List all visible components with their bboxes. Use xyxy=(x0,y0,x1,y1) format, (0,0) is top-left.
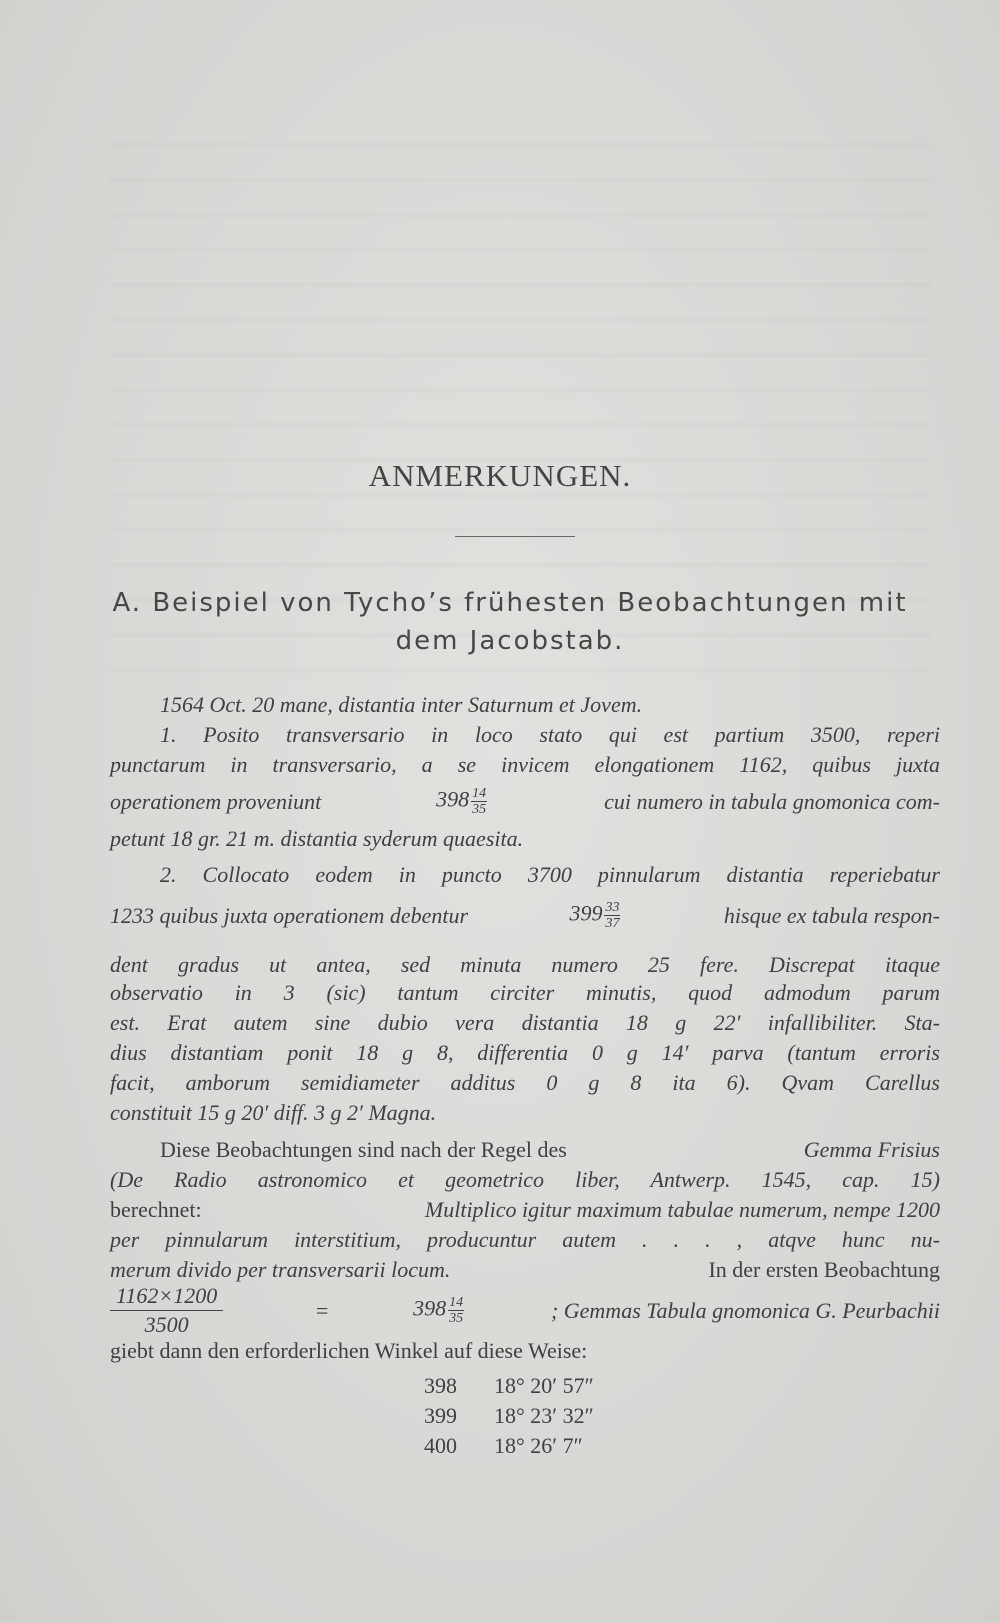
table-row: 399 18° 23′ 32″ xyxy=(424,1403,594,1428)
latin-line-6-rest: hisque ex tabula respon- xyxy=(723,902,940,928)
latin-line-1: 1. Posito transversario in loco stato qui est partium 3500, reperi xyxy=(160,722,940,747)
equation-line xyxy=(110,1282,940,1339)
latin-line-6-text: 1233 quibus juxta operationem debentur xyxy=(110,902,469,928)
german-line-4: per pinnularum interstitium, producuntur autem . . . , atqve hunc nu- xyxy=(110,1227,940,1252)
page-heading: ANMERKUNGEN. xyxy=(368,458,632,493)
table-row: 400 18° 26′ 7″ xyxy=(424,1433,583,1458)
section-title-line-2: dem Jacobstab. xyxy=(395,626,625,656)
german-line-2: (De Radio astronomico et geometrico liber, Antwerp. 1545, cap. 15) xyxy=(110,1167,940,1192)
latin-line-10: dius distantiam ponit 18 g 8, differentia 0 g 14′ parva (tantum erroris xyxy=(110,1040,940,1065)
equals-sign: = xyxy=(315,1297,329,1323)
latin-line-2: punctarum in transversario, a se invicem elongationem 1162, quibus juxta xyxy=(110,752,940,777)
heading-rule xyxy=(455,536,575,537)
section-title-line-1: A. Beispiel von Tycho’s frühesten Beobachtungen mit xyxy=(112,588,908,618)
equation-fraction: $\frac{1162\times 1200}{3500}$ xyxy=(110,1282,223,1339)
latin-line-3 xyxy=(110,786,940,817)
table-row: 398 18° 20′ 57″ xyxy=(424,1373,594,1398)
latin-line-11: facit, amborum semidiameter additus 0 g 8 ita 6). Qvam Carellus xyxy=(110,1070,940,1095)
german-line-1: Diese Beobachtungen sind nach der Regel des Gemma Frisius xyxy=(160,1137,940,1162)
latin-line-3-text: operationem proveniunt xyxy=(110,788,322,814)
latin-line-4: petunt 18 gr. 21 m. distantia syderum quaesita. xyxy=(110,826,524,851)
latin-line-date: 1564 Oct. 20 mane, distantia inter Saturnum et Jovem. xyxy=(160,692,643,717)
latin-line-9: est. Erat autem sine dubio vera distantia 18 g 22′ infallibiliter. Sta- xyxy=(110,1010,940,1035)
latin-line-12: constituit 15 g 20′ diff. 3 g 2′ Magna. xyxy=(110,1100,437,1125)
latin-line-8: observatio in 3 (sic) tantum circiter minutis, quod admodum parum xyxy=(110,980,940,1005)
latin-line-7: dent gradus ut antea, sed minuta numero 25 fere. Discrepat itaque xyxy=(110,952,940,977)
equation-rest: ; Gemmas Tabula gnomonica G. Peurbachii xyxy=(550,1297,940,1323)
equation-result: 398 $\frac{14}{35}$ xyxy=(413,1295,464,1326)
fraction: $\frac{33}{37}$ xyxy=(605,900,620,931)
latin-line-6 xyxy=(110,900,940,931)
fraction-399: 399 $\frac{33}{37}$ xyxy=(569,900,620,931)
fraction-398: 398 $\frac{14}{35}$ xyxy=(436,786,487,817)
latin-line-5: 2. Collocato eodem in puncto 3700 pinnularum distantia reperiebatur xyxy=(160,862,940,887)
german-line-5: merum divido per transversarii locum. In der ersten Beobachtung xyxy=(110,1257,940,1282)
latin-line-3-rest: cui numero in tabula gnomonica com- xyxy=(604,788,940,814)
fraction: $\frac{14}{35}$ xyxy=(472,786,487,817)
german-line-3: berechnet: Multiplico igitur maximum tabulae numerum, nempe 1200 xyxy=(110,1197,940,1222)
german-line-7: giebt dann den erforderlichen Winkel auf diese Weise: xyxy=(110,1338,588,1363)
